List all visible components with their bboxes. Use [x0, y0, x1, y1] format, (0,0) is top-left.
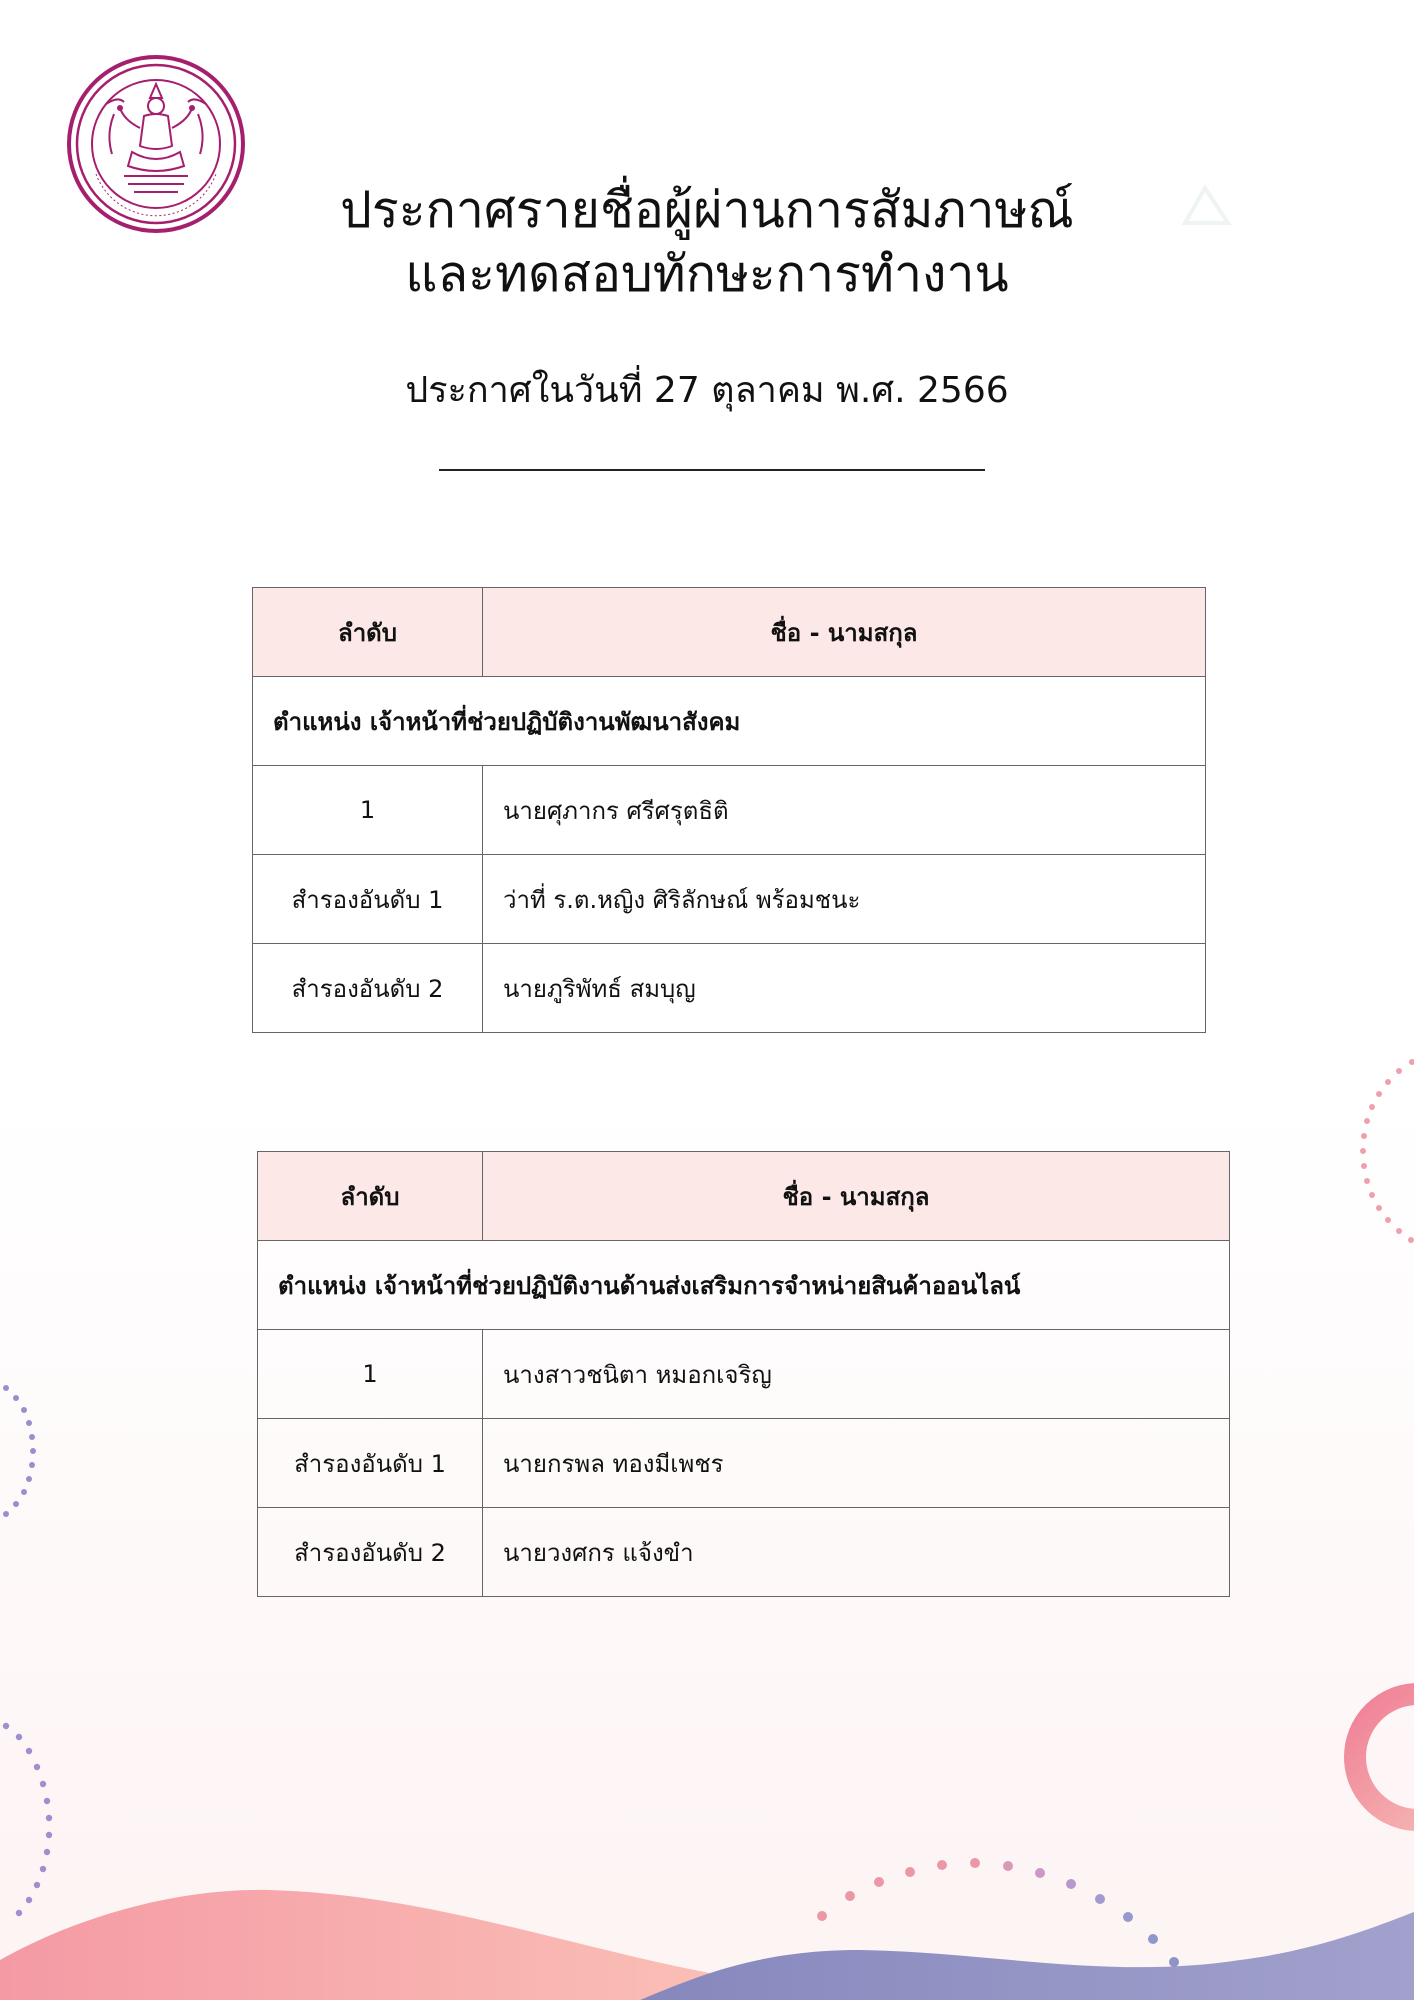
dotted-arc-left-lower — [3, 1723, 52, 1916]
announcement-title-line1: ประกาศรายชื่อผู้ผ่านการสัมภาษณ์ — [340, 181, 1074, 239]
rank-cell: สำรองอันดับ 2 — [258, 1508, 483, 1597]
results-table-2 — [257, 1151, 1230, 1597]
purple-wave-shape — [640, 1912, 1414, 2000]
table-row — [253, 855, 1206, 944]
results-table-1 — [252, 587, 1206, 1033]
position-title: ตำแหน่ง เจ้าหน้าที่ช่วยปฏิบัติงานด้านส่งเสริมการจำหน่ายสินค้าออนไลน์ — [258, 1241, 1230, 1330]
table-row — [253, 766, 1206, 855]
table-row — [253, 944, 1206, 1033]
title-divider — [439, 469, 985, 471]
name-cell: นายวงศกร แจ้งขำ — [483, 1508, 1230, 1597]
pink-ring-shape — [1355, 1694, 1414, 1820]
column-header-name: ชื่อ - นามสกุล — [483, 1152, 1230, 1241]
table-header-row — [253, 588, 1206, 677]
announcement-title-line2: และทดสอบทักษะการทำงาน — [405, 245, 1009, 303]
rank-cell: 1 — [253, 766, 483, 855]
rank-cell: 1 — [258, 1330, 483, 1419]
pink-wave-shape — [0, 1890, 800, 2000]
dotted-arc-left-upper — [3, 1385, 36, 1517]
table-row — [258, 1330, 1230, 1419]
position-row — [258, 1241, 1230, 1330]
rank-cell: สำรองอันดับ 1 — [253, 855, 483, 944]
table-row — [258, 1508, 1230, 1597]
name-cell: นายศุภากร ศรีศรุตธิติ — [483, 766, 1206, 855]
name-cell: นายกรพล ทองมีเพชร — [483, 1419, 1230, 1508]
name-cell: นางสาวชนิตา หมอกเจริญ — [483, 1330, 1230, 1419]
rank-cell: สำรองอันดับ 1 — [258, 1419, 483, 1508]
dotted-arc-right — [1360, 1059, 1414, 1243]
name-cell: นายภูริพัทธ์ สมบุญ — [483, 944, 1206, 1033]
announcement-title — [0, 178, 1414, 306]
column-header-name: ชื่อ - นามสกุล — [483, 588, 1206, 677]
table-header-row — [258, 1152, 1230, 1241]
dotted-arc-bottom — [817, 1858, 1179, 1967]
position-row — [253, 677, 1206, 766]
column-header-order: ลำดับ — [258, 1152, 483, 1241]
rank-cell: สำรองอันดับ 2 — [253, 944, 483, 1033]
name-cell: ว่าที่ ร.ต.หญิง ศิริลักษณ์ พร้อมชนะ — [483, 855, 1206, 944]
position-title: ตำแหน่ง เจ้าหน้าที่ช่วยปฏิบัติงานพัฒนาสังคม — [253, 677, 1206, 766]
table-row — [258, 1419, 1230, 1508]
column-header-order: ลำดับ — [253, 588, 483, 677]
announcement-date: ประกาศในวันที่ 27 ตุลาคม พ.ศ. 2566 — [405, 370, 1009, 411]
